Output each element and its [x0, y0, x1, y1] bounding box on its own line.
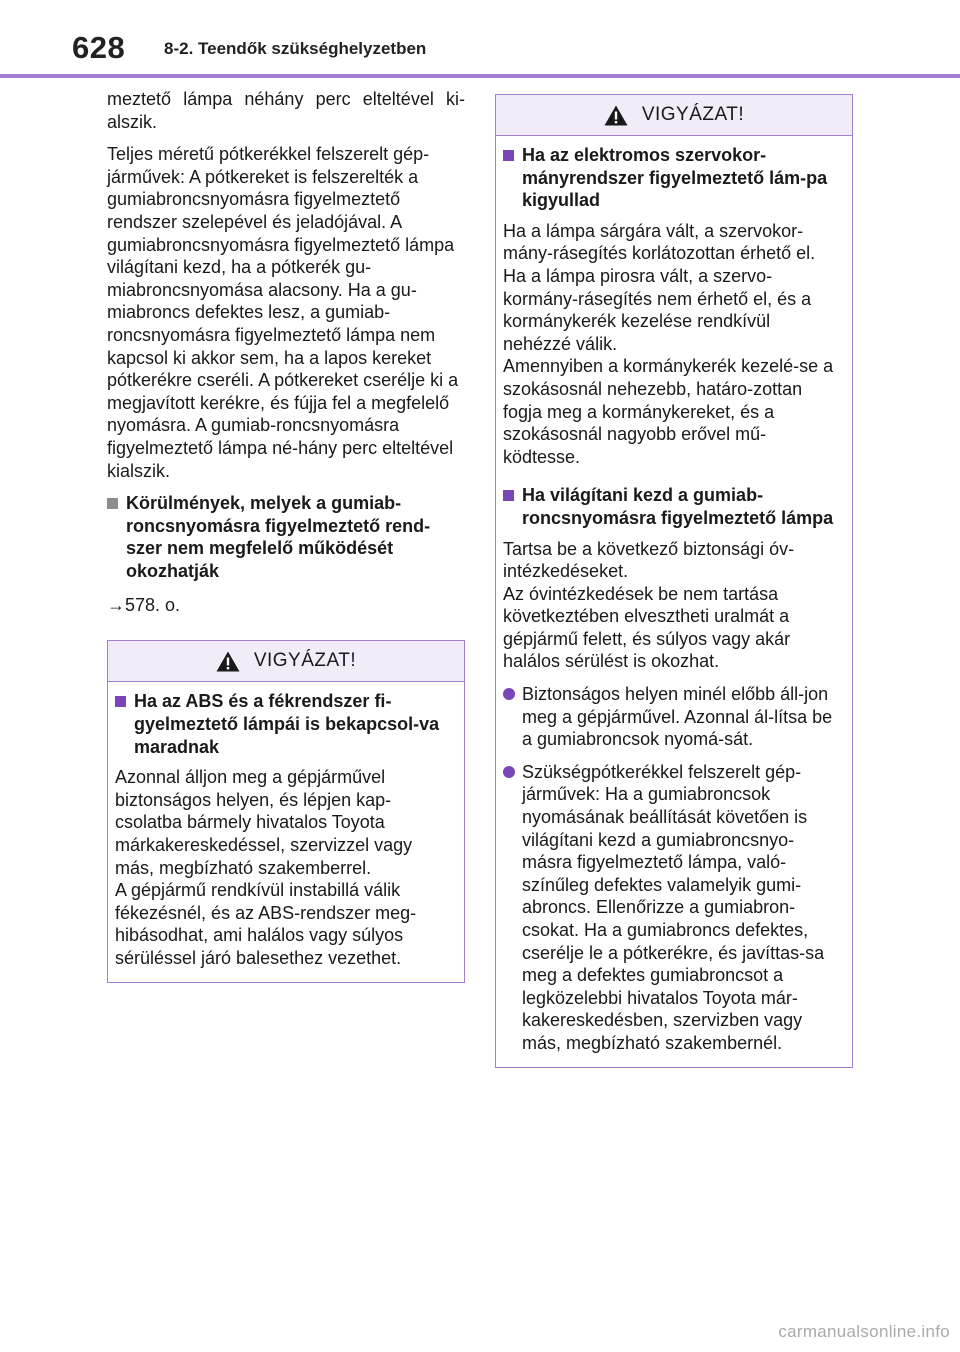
square-bullet-icon	[107, 498, 118, 509]
warning-heading-text: Ha az elektromos szervokor-mányrendszer figyelmeztető lám-pa kigyullad	[522, 145, 828, 211]
list-item	[503, 683, 842, 751]
warning-title: VIGYÁZAT!	[253, 650, 357, 672]
warning-heading-tire-pressure	[503, 484, 842, 529]
warning-body	[108, 682, 464, 981]
warning-triangle-icon	[604, 105, 628, 126]
section-heading	[107, 492, 465, 582]
page-number: 628	[72, 30, 126, 65]
section-title: 8-2. Teendők szükséghelyzetben	[164, 39, 427, 58]
warning-body	[496, 136, 852, 1067]
warning-heading-text: Ha világítani kezd a gumiab-roncsnyomásra figyelmeztető lámpa	[522, 485, 834, 528]
list-item-text: Szükségpótkerékkel felszerelt gép-járművek: Ha a gumiabroncsok nyomásának beállítását követően is világítani kezd a gumiabroncsnyo-másra figyelmeztető lámpa, való-színűleg defektes valamelyik gumi-abroncs. Ellenőrizze a gumiabron-csokat. Ha a gumiabroncs defektes, cserélje le a pótkerékre, és javíttas-sa meg a defektes gumiabroncsot a legközelebbi hivatalos Toyota már-kakereskedésben, szervizben vagy más, megbízható szakembernél.	[522, 761, 825, 1053]
right-column	[495, 94, 853, 1068]
warning-heading	[115, 690, 454, 758]
warning-text-tire-pressure: Tartsa be a következő biztonsági óv-intézkedéseket. Az óvintézkedések be nem tartása következtében elvesztheti uralmát a gépjármű felett, és súlyos vagy akár halálos sérülést is okozhat.	[503, 538, 795, 672]
warning-box-abs	[107, 640, 465, 982]
list-item-text: Biztonságos helyen minél előbb áll-jon meg a gépjárművel. Azonnal ál-lítsa be a gumiabroncsok nyomá-sát.	[522, 684, 833, 750]
page-header	[0, 0, 960, 80]
warning-text: Azonnal álljon meg a gépjárművel biztonságos helyen, és lépjen kap-csolatba bármely hivatalos Toyota márkakereskedéssel, szervizzel vagy más, megbízható szakemberrel. A gépjármű rendkívül instabillá válik fékezésnél, és az ABS-rendszer meg-hibásodhat, ami halálos vagy súlyos sérüléssel járó balesethez vezethet.	[115, 767, 417, 968]
list-item	[503, 761, 842, 1055]
paragraph-2: Teljes méretű pótkerékkel felszerelt gép-járművek: A pótkereket is felszerelték a gumiabroncsnyomásra figyelmeztető rendszer szelepével és jeladójával. A gumiabroncsnyomásra figyelmeztető lámpa világítani kezd, ha a pótkerék gu-miabroncsnyomása alacsony. Ha a gu-miabroncs defektes lesz, a gumiab-roncsnyomásra figyelmeztető lámpa nem kapcsol ki akkor sem, ha a lapos kereket pótkerékre cseréli. A pótkereket cserélje ki a megjavított kerékre, és fújja fel a megfelelő nyomásra. A gumiab-roncsnyomásra figyelmeztető lámpa né-hány perc elteltével kialszik.	[107, 144, 459, 481]
warning-text-power-steering: Ha a lámpa sárgára vált, a szervokor-mány-rásegítés korlátozottan érhető el. Ha a lámpa pirosra vált, a szervo-kormány-rásegítés nem érhető el, és a kormánykerék kezelése rendkívül nehézzé válik. Amennyiben a kormánykerék kezelé-se a szokásosnál nehezebb, határo-zottan fogja meg a kormánykereket, és a szokásosnál nagyobb erővel mű-ködtesse.	[503, 220, 834, 467]
circle-bullet-icon	[503, 688, 515, 700]
square-bullet-icon	[115, 696, 126, 707]
warning-heading-text: Ha az ABS és a fékrendszer fi-gyelmeztető lámpái is bekapcsol-va maradnak	[134, 691, 440, 757]
left-column	[107, 88, 465, 983]
watermark: carmanualsonline.info	[778, 1322, 950, 1341]
page-reference: →578. o.	[107, 595, 181, 616]
warning-heading-power-steering	[503, 144, 842, 212]
paragraph-1: meztető lámpa néhány perc elteltével ki-alszik.	[107, 89, 465, 132]
section-heading-text: Körülmények, melyek a gumiab-roncsnyomásra figyelmeztető rend-szer nem megfelelő működését okozhatják	[126, 493, 431, 581]
warning-box-right	[495, 94, 853, 1068]
warning-header	[496, 95, 852, 136]
warning-title: VIGYÁZAT!	[641, 104, 745, 125]
warning-header	[108, 641, 464, 682]
warning-triangle-icon	[216, 651, 240, 672]
header-rule	[0, 74, 960, 78]
circle-bullet-icon	[503, 766, 515, 778]
square-bullet-icon	[503, 490, 514, 501]
square-bullet-icon	[503, 150, 514, 161]
